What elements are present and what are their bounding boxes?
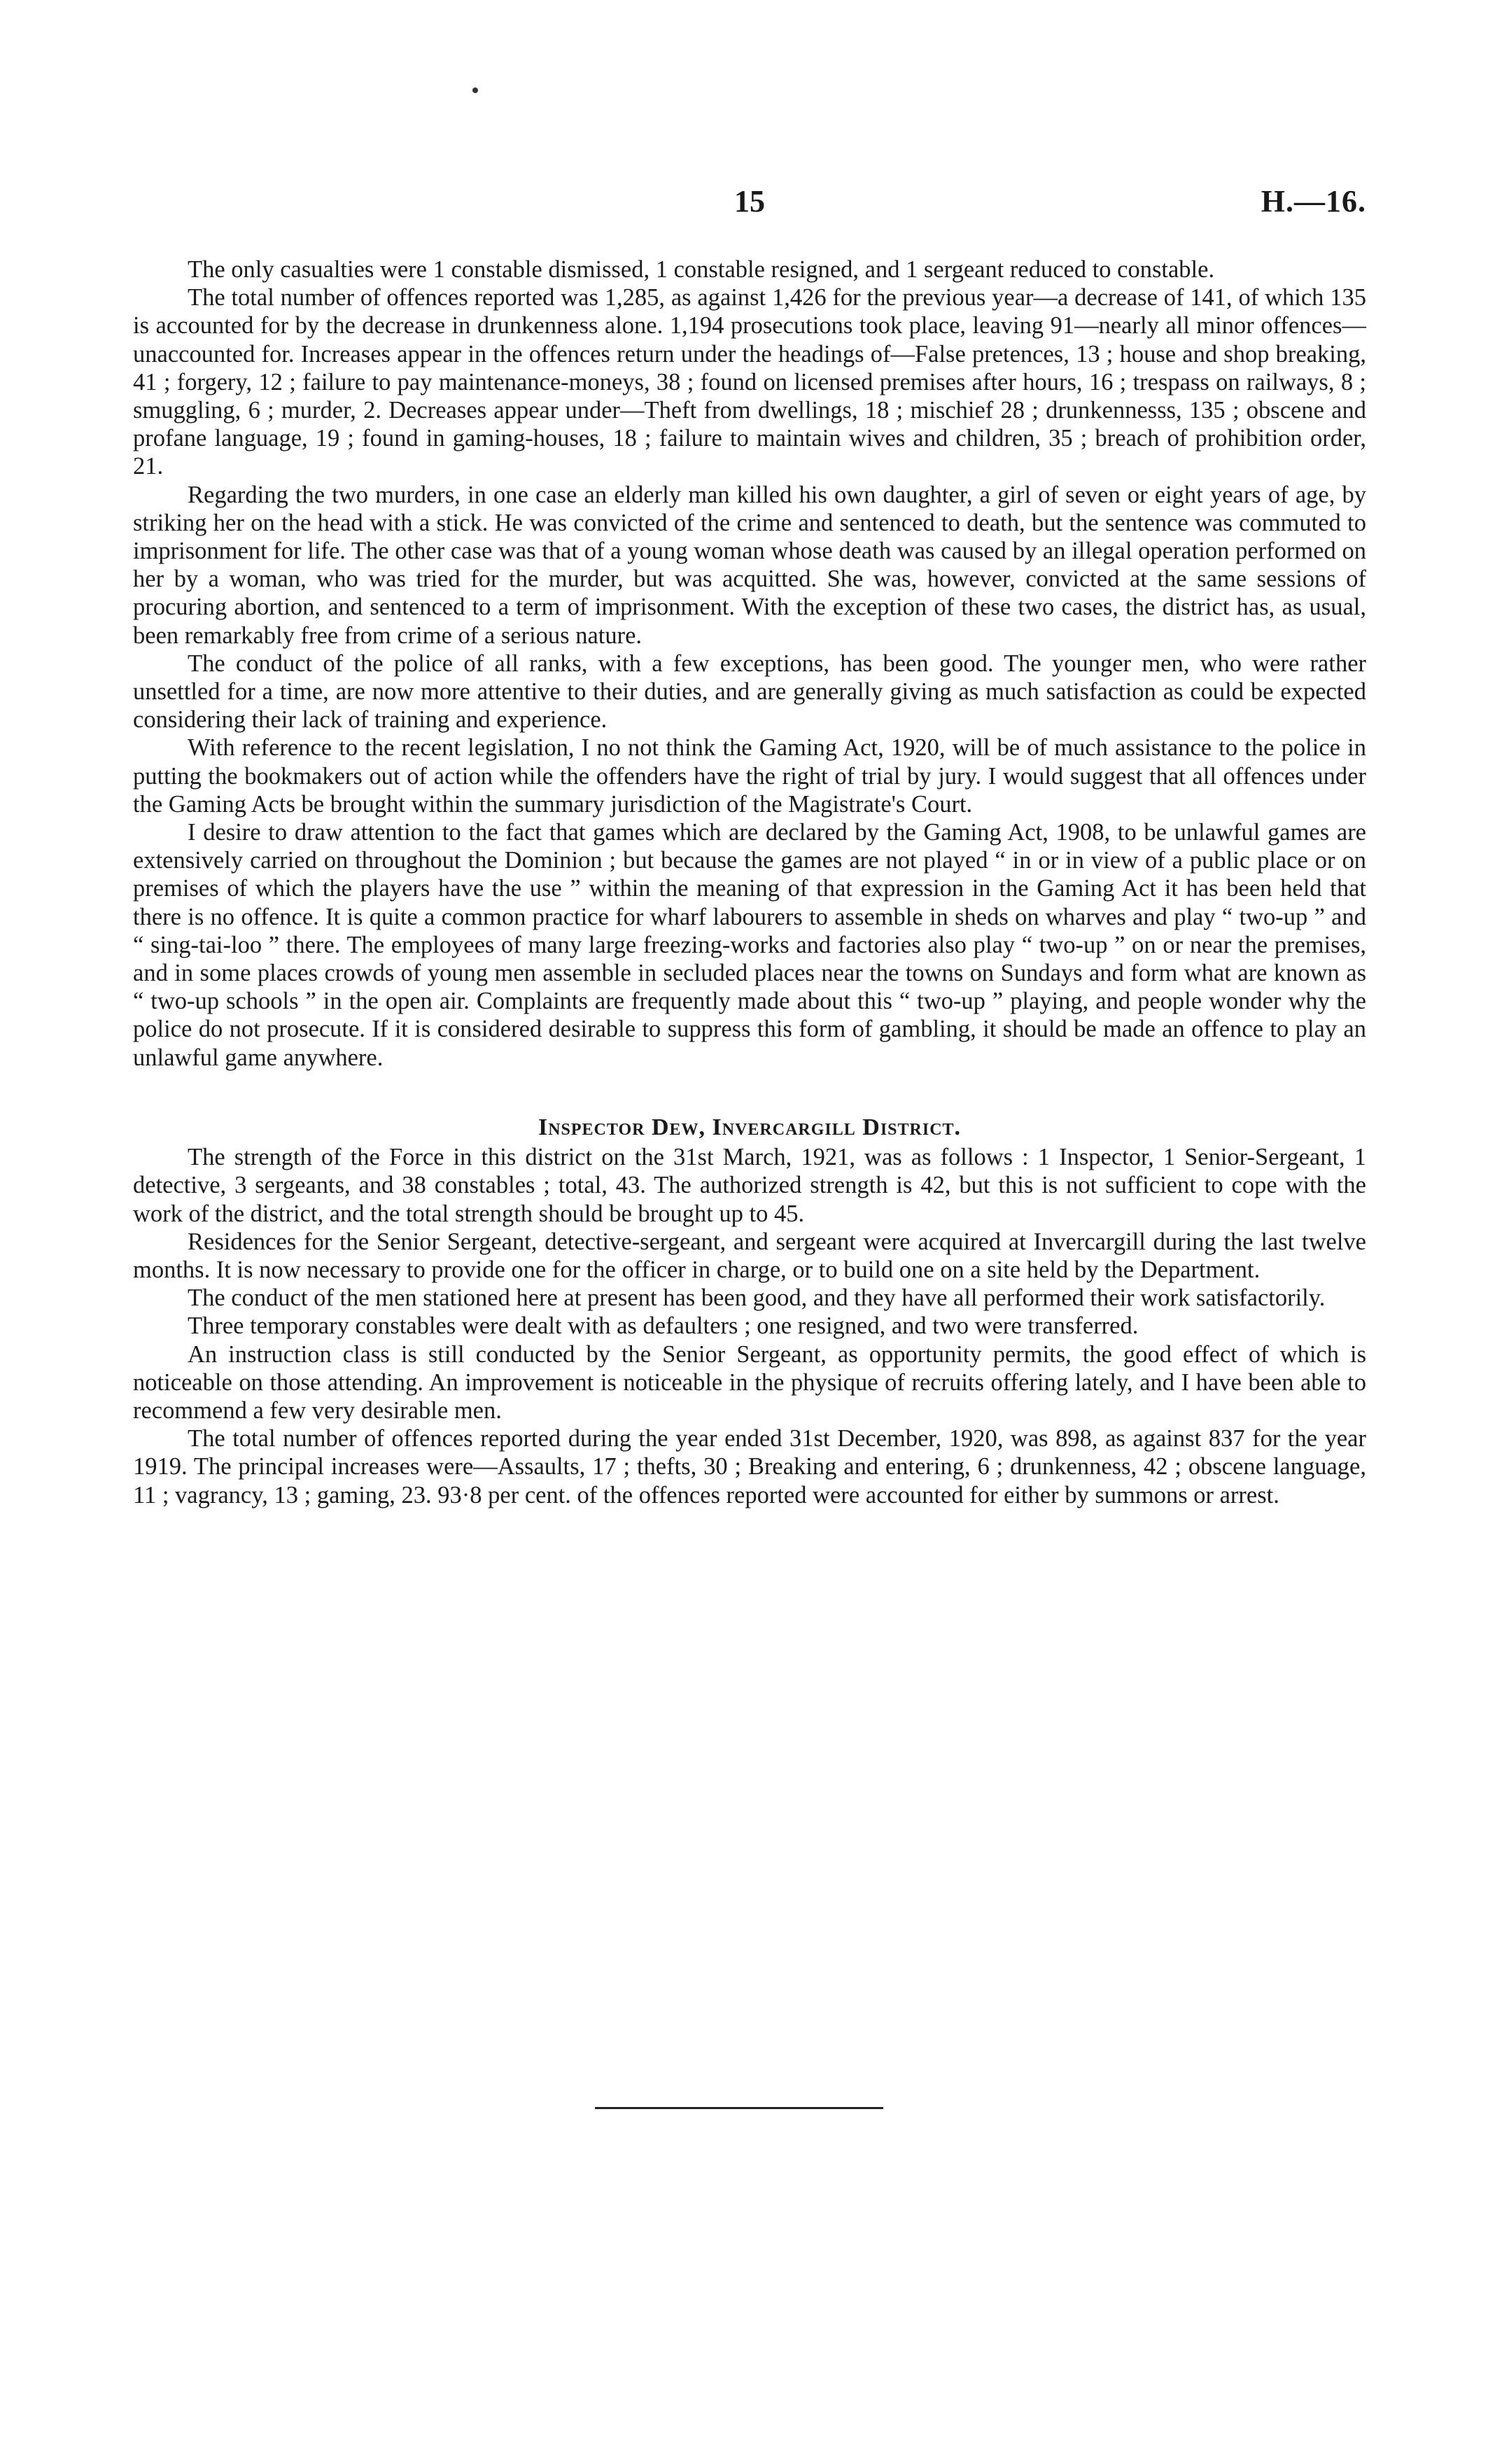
paragraph-police-conduct: The conduct of the police of all ranks, with a few exceptions, has been good. The younger men, who were rather unsettled for a time, are now more attentive to their duties, and are generally giving as much satisfaction as could be expected considering their lack of training and experience.: [133, 650, 1366, 734]
paragraph-offences-reported: The total number of offences reported was 1,285, as against 1,426 for the previous year—a decrease of 141, of which 135 is accounted for by the decrease in drunkenness alone. 1,194 prosecutions took place, leaving 91—nearly all minor offences—unaccounted for. Increases appear in the offences return under the headings of—False pretences, 13 ; house and shop breaking, 41 ; forgery, 12 ; failure to pay maintenance-moneys, 38 ; found on licensed premises after hours, 16 ; trespass on railways, 8 ; smuggling, 6 ; murder, 2. Decreases appear under—Theft from dwellings, 18 ; mischief 28 ; drunkennesss, 135 ; obscene and profane language, 19 ; found in gaming-houses, 18 ; failure to maintain wives and children, 35 ; breach of prohibition order, 21.: [133, 284, 1366, 480]
closing-rule-divider: [595, 2107, 883, 2109]
paragraph-gaming-act-1920: With reference to the recent legislation, I no not think the Gaming Act, 1920, will be of much assistance to the police in putting the bookmakers out of action while the offenders have the right of trial by jury. I would suggest that all offences under the Gaming Acts be brought within the summary jurisdiction of the Magistrate's Court.: [133, 734, 1366, 818]
document-body: [133, 255, 1366, 1509]
paragraph-offences-1920: The total number of offences reported during the year ended 31st December, 1920, was 898, as against 837 for the year 1919. The principal increases were—Assaults, 17 ; thefts, 30 ; Breaking and entering, 6 ; drunkenness, 42 ; obscene language, 11 ; vagrancy, 13 ; gaming, 23. 93·8 per cent. of the offences reported were accounted for either by summons or arrest.: [133, 1425, 1366, 1508]
paragraph-instruction-class: An instruction class is still conducted by the Senior Sergeant, as opportunity permits, the good effect of which is noticeable on those attending. An improvement is noticeable in the physique of recruits offering lately, and I have been able to recommend a few very desirable men.: [133, 1340, 1366, 1424]
section-heading-invercargill: Inspector Dew, Invercargill District.: [538, 1114, 962, 1140]
paragraph-murders: Regarding the two murders, in one case an elderly man killed his own daughter, a girl of seven or eight years of age, by striking her on the head with a stick. He was convicted of the crime and sentenced to death, but the sentence was commuted to imprisonment for life. The other case was that of a young woman whose death was caused by an illegal operation performed on her by a woman, who was tried for the murder, but was acquitted. She was, however, convicted at the same sessions of procuring abortion, and sentenced to a term of imprisonment. With the exception of these two cases, the district has, as usual, been remarkably free from crime of a serious nature.: [133, 481, 1366, 649]
ink-dot-mark: [472, 88, 478, 93]
paragraph-residences: Residences for the Senior Sergeant, detective-sergeant, and sergeant were acquired at Invercargill during the last twelve months. It is now necessary to provide one for the officer in charge, or to build one on a site held by the Department.: [133, 1228, 1366, 1283]
page-number: 15: [734, 184, 765, 218]
paragraph-men-conduct: The conduct of the men stationed here at present has been good, and they have all performed their work satisfactorily.: [188, 1284, 1326, 1312]
page-header: [133, 183, 1366, 225]
report-code: H.—16.: [1261, 184, 1366, 218]
paragraph-force-strength: The strength of the Force in this district on the 31st March, 1921, was as follows : 1 Inspector, 1 Senior-Sergeant, 1 detective, 3 sergeants, and 38 constables ; total, 43. The authorized strength is 42, but this is not sufficient to cope with the work of the district, and the total strength should be brought up to 45.: [133, 1144, 1366, 1227]
paragraph-casualties: The only casualties were 1 constable dismissed, 1 constable resigned, and 1 sergeant reduced to constable.: [188, 256, 1215, 283]
paragraph-temporary-constables: Three temporary constables were dealt with as defaulters ; one resigned, and two were transferred.: [188, 1312, 1139, 1340]
paragraph-gaming-act-1908: I desire to draw attention to the fact that games which are declared by the Gaming Act, 1908, to be unlawful games are extensively carried on throughout the Dominion ; but because the games are not played “ in or in view of a public place or on premises of which the players have the use ” within the meaning of that expression in the Gaming Act it has been held that there is no offence. It is quite a common practice for wharf labourers to assemble in sheds on wharves and play “ two-up ” and “ sing-tai-loo ” there. The employees of many large freezing-works and factories also play “ two-up ” on or near the premises, and in some places crowds of young men assemble in secluded places near the towns on Sundays and form what are known as “ two-up schools ” in the open air. Complaints are frequently made about this “ two-up ” playing, and people wonder why the police do not prosecute. If it is considered desirable to suppress this form of gambling, it should be made an offence to play an unlawful game anywhere.: [133, 819, 1366, 1071]
